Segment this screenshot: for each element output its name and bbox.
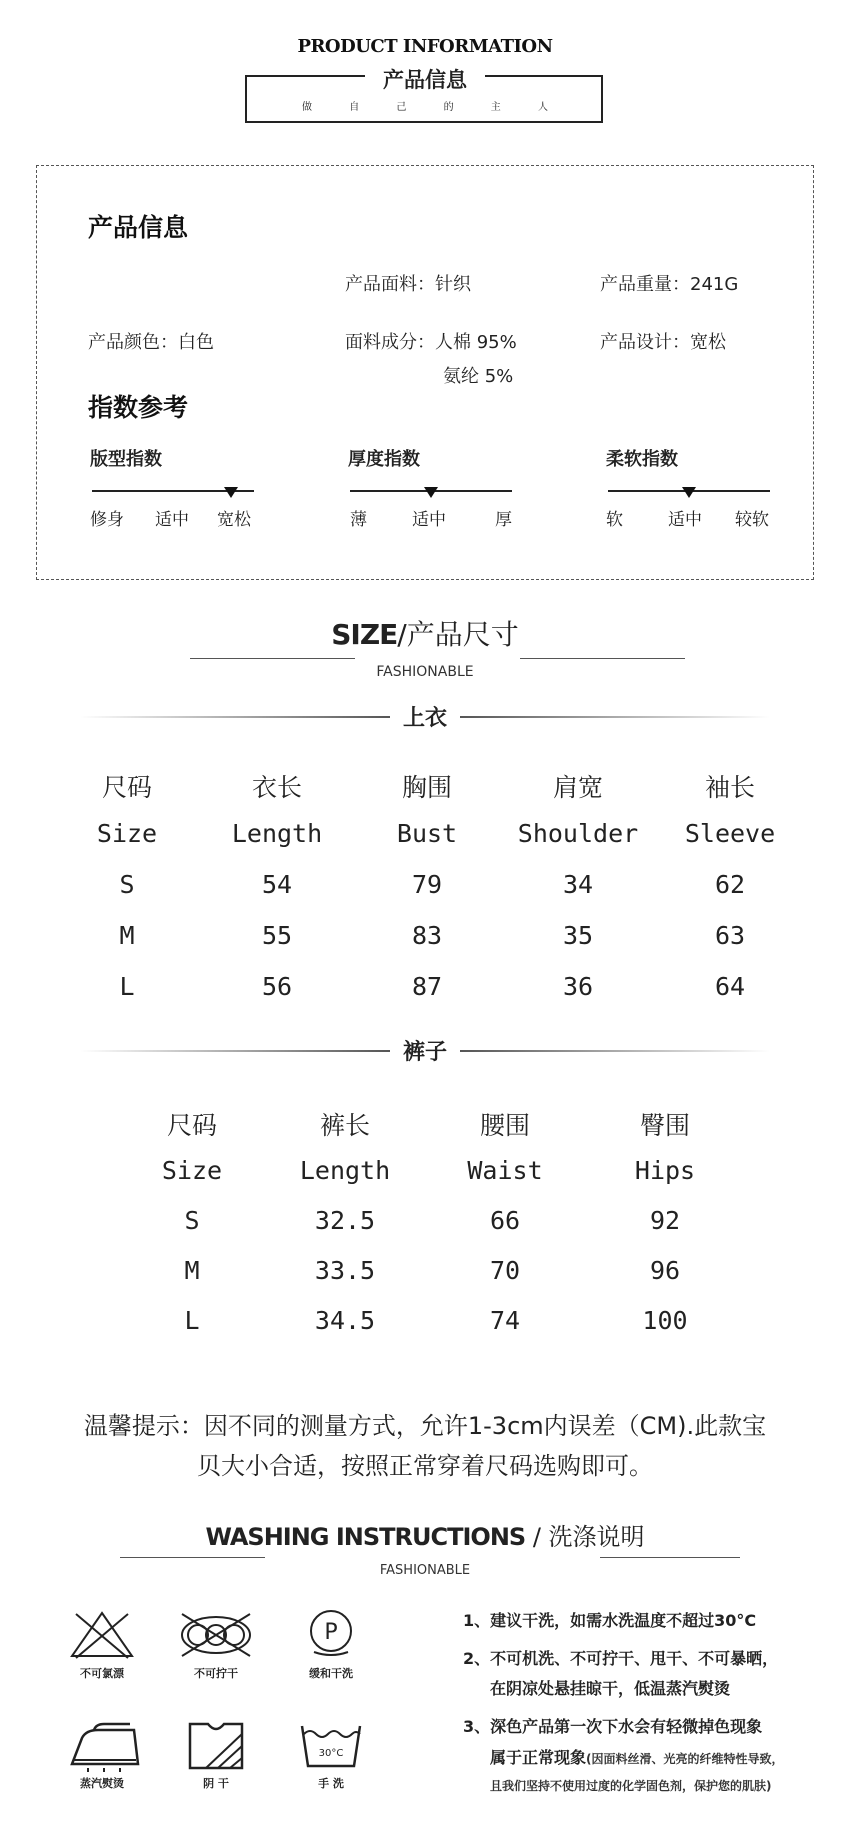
thickness-index-marker	[424, 487, 438, 498]
size-note-line-2: 贝大小合适，按照正常穿着尺码选购即可。	[197, 1452, 653, 1480]
top-header-zh: 衣长	[251, 773, 302, 802]
top-section-label: 上衣	[402, 706, 447, 731]
no-bleach-label: 不可氯漂	[80, 1667, 124, 1680]
gentle-dry-clean-label: 缓和干洗	[309, 1667, 353, 1680]
size-note-line-1: 温馨提示：因不同的测量方式，允许1-3cm内误差（CM).此款宝	[83, 1412, 767, 1440]
pants-table-cell: 70	[489, 1256, 521, 1285]
wash-item-3c: 且我们坚持不使用过度的化学固色剂，保护您的肌肤)	[490, 1779, 772, 1793]
wash-item-3a: 3、深色产品第一次下水会有轻微掉色现象	[463, 1717, 763, 1736]
size-line-left	[190, 658, 355, 659]
pants-table-cell: 34.5	[314, 1306, 376, 1335]
size-line-right	[520, 658, 685, 659]
hand-wash-icon	[298, 1720, 364, 1770]
pants-table-cell: 92	[649, 1206, 681, 1235]
pants-table-cell: M	[184, 1256, 200, 1285]
pants-header-en: Length	[299, 1156, 391, 1185]
softness-label-soft: 软	[606, 510, 623, 530]
top-table-cell: 56	[261, 972, 293, 1001]
pants-section-label: 裤子	[402, 1040, 447, 1065]
color-text: 产品颜色：白色	[88, 332, 214, 353]
top-header-zh: 胸围	[401, 773, 452, 802]
wash-item-2b: 在阴凉处悬挂晾干，低温蒸汽熨烫	[490, 1679, 731, 1698]
fit-index-title: 版型指数	[90, 449, 162, 470]
top-table-cell: 64	[714, 972, 746, 1001]
thickness-label-thick: 厚	[495, 510, 512, 530]
no-wring-label: 不可拧干	[194, 1667, 238, 1680]
hand-wash-temp: 30°C	[318, 1748, 344, 1759]
no-wring-icon	[176, 1610, 256, 1660]
top-header-zh: 袖长	[704, 773, 755, 802]
pants-header-zh: 臀围	[639, 1111, 690, 1140]
wash-line-left	[120, 1557, 265, 1558]
top-table-cell: 83	[411, 921, 443, 950]
top-table-cell: M	[119, 921, 135, 950]
wash-item-1: 1、建议干洗，如需水洗温度不超过30°C	[463, 1611, 757, 1630]
gentle-dry-clean-icon	[306, 1606, 356, 1656]
softness-label-softer: 较软	[735, 510, 769, 530]
top-table-cell: 79	[411, 870, 443, 899]
top-header-en: Bust	[396, 819, 458, 848]
top-table-cell: 54	[261, 870, 293, 899]
pants-table-cell: L	[184, 1306, 200, 1335]
pants-header-en: Size	[161, 1156, 223, 1185]
pants-table-cell: 74	[489, 1306, 521, 1335]
steam-iron-label: 蒸汽熨烫	[80, 1777, 124, 1790]
svg-text:P: P	[324, 1620, 338, 1645]
header-en-title: PRODUCT INFORMATION	[297, 36, 553, 57]
no-bleach-icon	[68, 1610, 136, 1660]
shade-dry-label: 阴 干	[203, 1777, 229, 1790]
size-section-title: SIZE/产品尺寸	[331, 618, 519, 651]
pants-table-cell: 32.5	[314, 1206, 376, 1235]
top-header-en: Length	[231, 819, 323, 848]
top-header-zh: 肩宽	[552, 773, 603, 802]
wash-fashionable: FASHIONABLE	[379, 1563, 471, 1578]
pants-header-en: Hips	[634, 1156, 696, 1185]
softness-index-title: 柔软指数	[606, 449, 678, 470]
composition-text: 面料成分：人棉 95%	[345, 332, 517, 353]
pants-table-cell: S	[184, 1206, 200, 1235]
header-subtitle: 做 自 己 的 主 人	[302, 102, 565, 113]
pants-header-zh: 裤长	[319, 1111, 370, 1140]
top-table-cell: 62	[714, 870, 746, 899]
softness-label-medium: 适中	[668, 510, 702, 530]
top-header-en: Shoulder	[517, 819, 639, 848]
top-table-cell: 34	[562, 870, 594, 899]
pants-header-zh: 腰围	[479, 1111, 530, 1140]
index-title: 指数参考	[88, 393, 189, 422]
fit-index-marker	[224, 487, 238, 498]
fit-label-loose: 宽松	[217, 510, 251, 530]
thickness-label-thin: 薄	[350, 510, 367, 530]
softness-index-marker	[682, 487, 696, 498]
pants-table-cell: 66	[489, 1206, 521, 1235]
top-header-en: Size	[96, 819, 158, 848]
hand-wash-label: 手 洗	[318, 1777, 344, 1790]
top-table-cell: 55	[261, 921, 293, 950]
top-table-cell: 87	[411, 972, 443, 1001]
wash-item-3b: 属于正常现象(因面料丝滑、光亮的纤维特性导致，	[490, 1748, 784, 1767]
thickness-label-medium: 适中	[412, 510, 446, 530]
wash-item-2a: 2、不可机洗、不可拧干、甩干、不可暴晒，	[463, 1649, 779, 1668]
top-header-zh: 尺码	[101, 773, 152, 802]
header-zh-title: 产品信息	[0, 64, 850, 94]
steam-iron-icon	[68, 1720, 144, 1772]
fit-label-medium: 适中	[155, 510, 189, 530]
shade-dry-icon	[186, 1720, 246, 1772]
top-table-cell: 35	[562, 921, 594, 950]
pants-header-en: Waist	[467, 1156, 543, 1185]
pants-header-zh: 尺码	[166, 1111, 217, 1140]
composition-text-2: 氨纶 5%	[443, 366, 514, 387]
design-text: 产品设计：宽松	[600, 332, 726, 353]
thickness-index-title: 厚度指数	[348, 449, 420, 470]
fit-label-slim: 修身	[90, 510, 124, 530]
wash-line-right	[600, 1557, 740, 1558]
weight-text: 产品重量：241G	[600, 274, 739, 295]
top-table-cell: L	[119, 972, 135, 1001]
top-table-cell: 63	[714, 921, 746, 950]
pants-table-cell: 100	[642, 1306, 688, 1335]
pants-table-cell: 33.5	[314, 1256, 376, 1285]
pants-table-cell: 96	[649, 1256, 681, 1285]
top-table-cell: 36	[562, 972, 594, 1001]
top-header-en: Sleeve	[684, 819, 776, 848]
washing-title: WASHING INSTRUCTIONS / 洗涤说明	[205, 1523, 645, 1551]
info-title: 产品信息	[88, 213, 189, 242]
top-table-cell: S	[119, 870, 135, 899]
fabric-text: 产品面料：针织	[345, 274, 471, 295]
size-fashionable: FASHIONABLE	[376, 664, 474, 680]
